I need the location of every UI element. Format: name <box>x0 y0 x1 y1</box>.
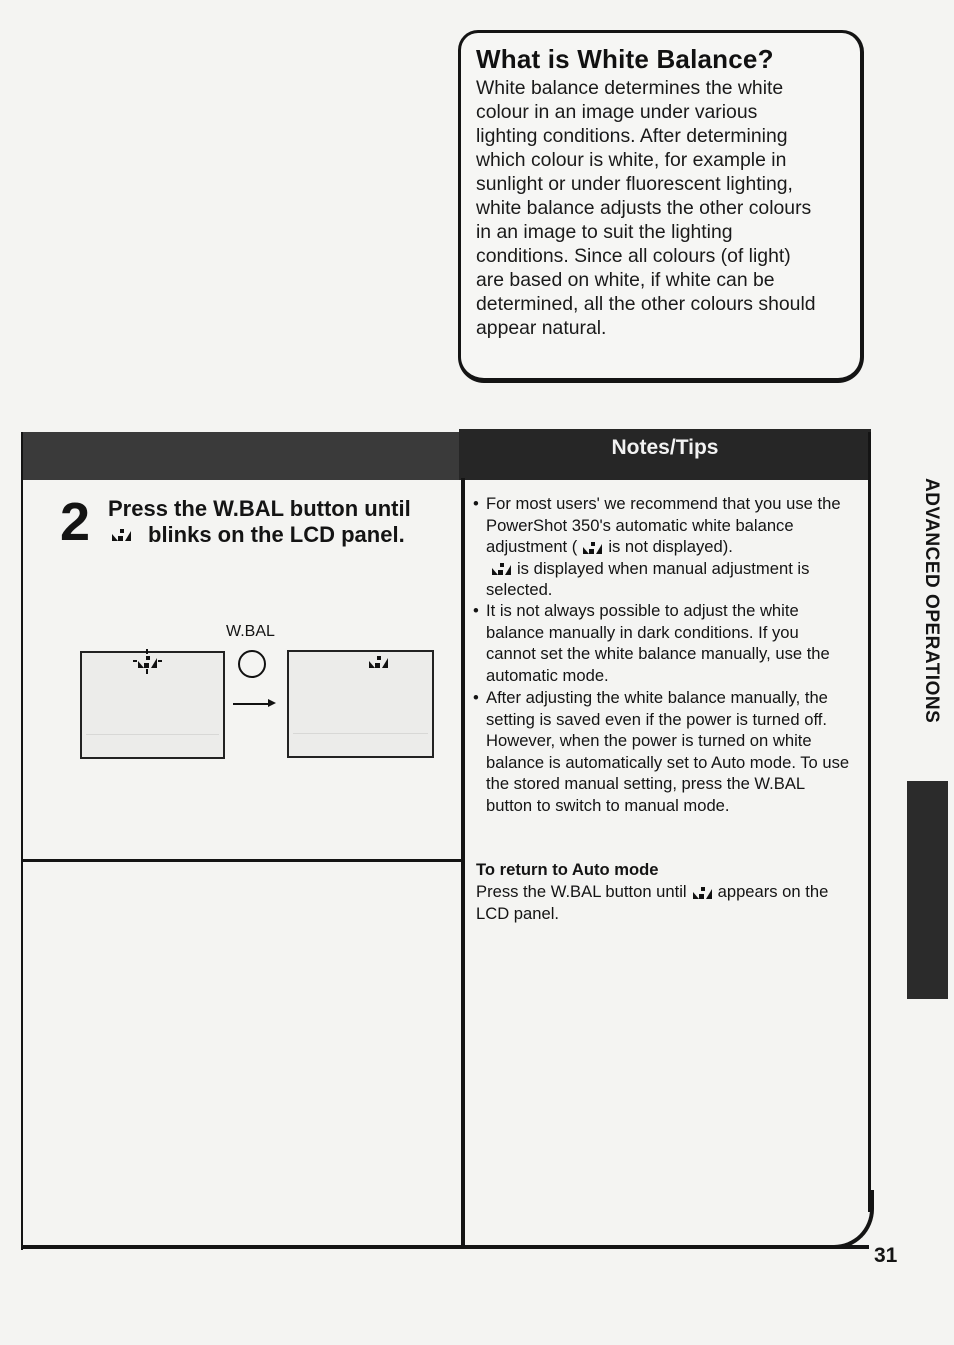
note-text: It is not always possible to adjust the white balance manually in dark conditions. If you cannot set the white balance manually, use the automatic mode. <box>486 601 830 685</box>
note-text: is displayed when manual adjustment is selected. <box>486 558 810 600</box>
return-auto-text: Press the W.BAL button until <box>476 882 687 901</box>
return-auto-body <box>476 881 856 925</box>
section-title-vertical: ADVANCED OPERATIONS <box>921 478 942 724</box>
note-item: • After adjusting the white balance manually, the setting is saved even if the power is turned off. However, when the power is turned on white balance is automatically set to Auto mode. To use the stored manual setting, press the W.BAL button to switch to manual mode. <box>473 687 853 817</box>
return-auto-title: To return to Auto mode <box>476 860 659 879</box>
frame-bottom-edge <box>21 1245 869 1249</box>
return-auto-text: appears on the LCD panel. <box>476 882 829 923</box>
white-balance-title: What is White Balance? <box>476 44 774 74</box>
step-instruction-line1: Press the W.BAL button until <box>108 496 411 521</box>
page-number: 31 <box>874 1244 898 1267</box>
arrow-head-icon <box>268 699 276 707</box>
arrow-icon <box>233 703 269 705</box>
step-separator <box>23 859 463 862</box>
step-instruction-line2: blinks on the LCD panel. <box>148 522 405 547</box>
blinking-white-balance-icon <box>138 656 157 668</box>
frame-left-edge <box>21 432 23 1250</box>
white-balance-body: White balance determines the white colour in an image under various lighting conditions. After determining which colour is white, for example in sunlight or under fluorescent lighting, white balance adjusts the other colours in an image to suit the lighting conditions. Since all colours (of light) are based on white, if white can be determined, all the other colours should appear natural. <box>476 77 816 339</box>
notes-title: Notes/Tips <box>611 436 719 459</box>
step-number: 2 <box>60 492 91 552</box>
step-header-bar <box>23 432 459 480</box>
white-balance-icon <box>369 656 388 668</box>
frame-right-edge <box>868 432 871 1212</box>
note-text: After adjusting the white balance manually, the setting is saved even if the power is turned off. However, when the power is turned on white balance is automatically set to Auto mode. To use the stored manual setting, press the W.BAL button to switch to manual mode. <box>486 688 850 815</box>
note-item: • For most users' we recommend that you use the PowerShot 350's automatic white balance adjustment ( is not displayed). is displayed when manual adjustment is selected. <box>473 494 841 600</box>
manual-white-balance-icon <box>693 887 712 899</box>
manual-white-balance-icon <box>492 563 511 575</box>
section-tab <box>907 781 948 999</box>
lcd-panel-after <box>287 650 434 758</box>
note-text: For most users' we recommend that you use the PowerShot 350's automatic white balance adjustment ( <box>486 494 841 557</box>
manual-white-balance-icon <box>583 542 602 554</box>
note-text: is not displayed). <box>608 537 733 557</box>
note-item: • It is not always possible to adjust the white balance manually in dark conditions. If you cannot set the white balance manually, use the automatic mode. <box>473 600 853 686</box>
column-divider <box>461 478 465 1248</box>
wbal-button-icon <box>238 650 266 678</box>
frame-rounded-corner <box>820 1190 874 1249</box>
wbal-button-label: W.BAL <box>226 623 275 640</box>
manual-white-balance-icon <box>112 529 131 541</box>
